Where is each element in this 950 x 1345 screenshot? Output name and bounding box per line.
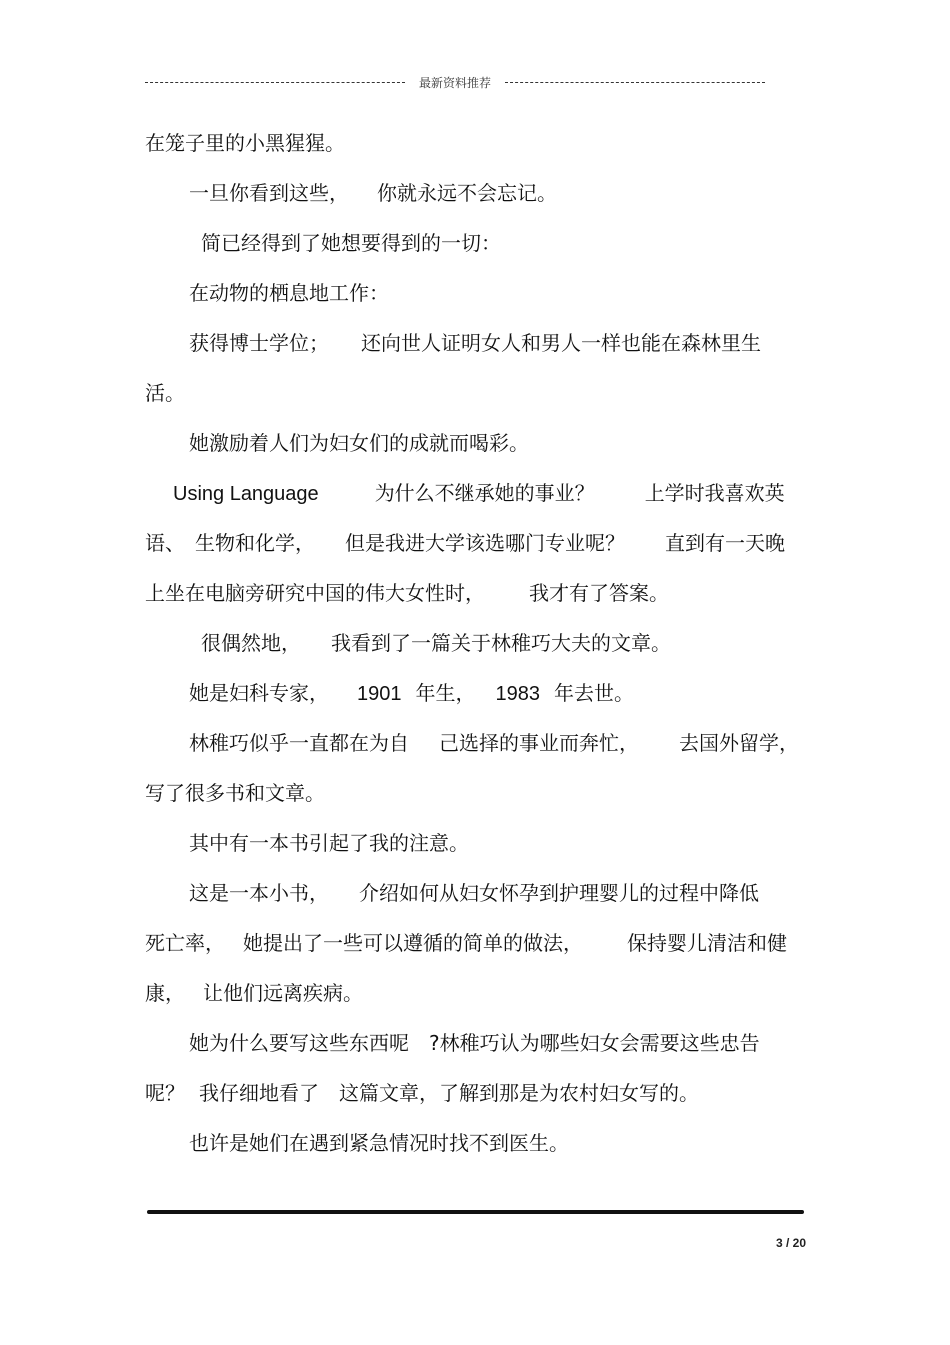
text-line: Using Language 为什么不继承她的事业？ 上学时我喜欢英 bbox=[173, 481, 785, 505]
text-line: 语、 生物和化学， 但是我进大学该选哪门专业呢？ 直到有一天晚 bbox=[145, 531, 785, 555]
text-line: 上坐在电脑旁研究中国的伟大女性时， 我才有了答案。 bbox=[145, 581, 669, 605]
text-line: 她是妇科专家， 1901 年生， 1983 年去世。 bbox=[189, 681, 634, 705]
text-line: 在笼子里的小黑猩猩。 bbox=[145, 131, 345, 155]
text-line: 死亡率， 她提出了一些可以遵循的简单的做法， 保持婴儿清洁和健 bbox=[145, 931, 787, 955]
text-line: 林稚巧似乎一直都在为自 己选择的事业而奔忙， 去国外留学， bbox=[189, 731, 799, 755]
text-line: 也许是她们在遇到紧急情况时找不到医生。 bbox=[189, 1131, 569, 1155]
text-line: 康， 让他们远离疾病。 bbox=[145, 981, 363, 1005]
text-line: 简已经得到了她想要得到的一切： bbox=[201, 231, 501, 255]
text-line: 获得博士学位； 还向世人证明女人和男人一样也能在森林里生 bbox=[189, 331, 761, 355]
text-line: 她为什么要写这些东西呢 ?林稚巧认为哪些妇女会需要这些忠告 bbox=[189, 1031, 760, 1055]
text-line: 其中有一本书引起了我的注意。 bbox=[189, 831, 469, 855]
header-dash-left bbox=[145, 82, 405, 83]
page-number: 3 / 20 bbox=[775, 1236, 806, 1250]
header-title: 最新资料推荐 bbox=[419, 75, 492, 90]
text-line: 呢？ 我仔细地看了 这篇文章，了解到那是为农村妇女写的。 bbox=[145, 1081, 699, 1105]
text-line: 这是一本小书， 介绍如何从妇女怀孕到护理婴儿的过程中降低 bbox=[189, 881, 759, 905]
document-body bbox=[145, 118, 800, 1168]
text-line: 很偶然地， 我看到了一篇关于林稚巧大夫的文章。 bbox=[201, 631, 671, 655]
text-line: 一旦你看到这些， 你就永远不会忘记。 bbox=[189, 181, 557, 205]
text-line: 在动物的栖息地工作： bbox=[189, 281, 389, 305]
header-dash-right bbox=[505, 82, 765, 83]
text-line: 写了很多书和文章。 bbox=[145, 781, 325, 805]
page-header bbox=[145, 72, 765, 92]
footer-rule bbox=[147, 1210, 804, 1214]
text-line: 她激励着人们为妇女们的成就而喝彩。 bbox=[189, 431, 529, 455]
text-line: 活。 bbox=[145, 381, 185, 405]
